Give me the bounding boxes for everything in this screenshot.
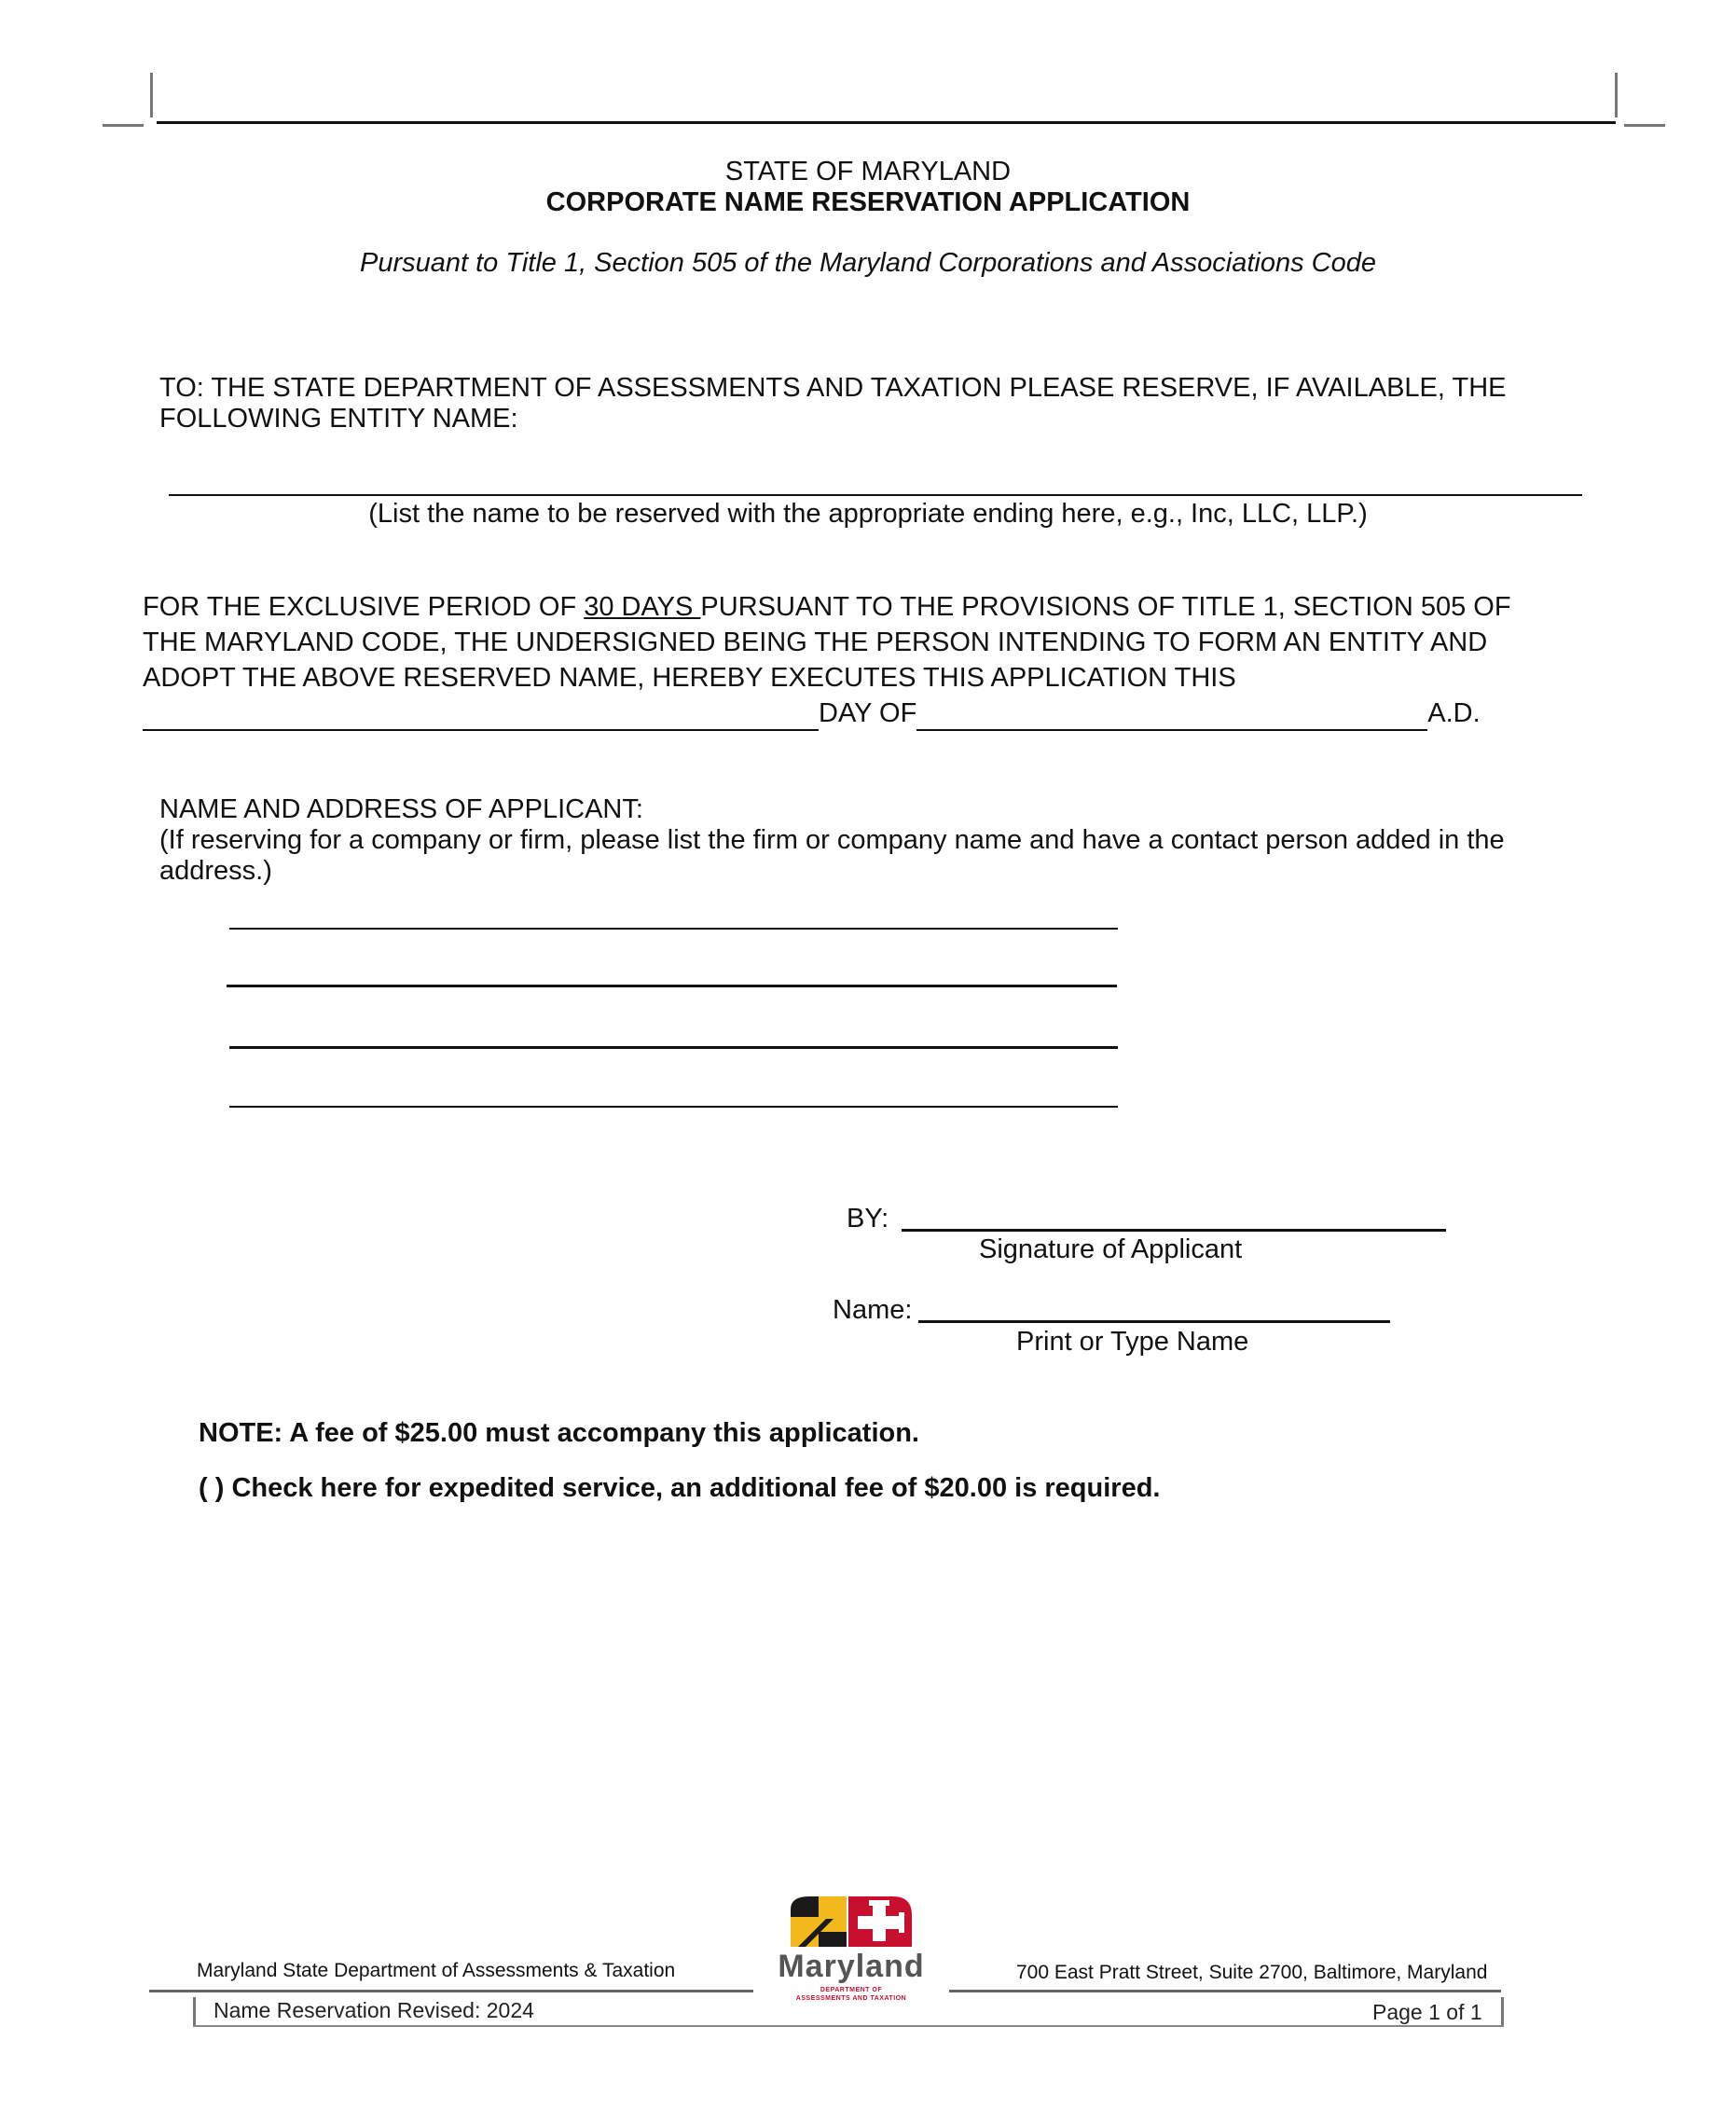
- entity-name-hint: (List the name to be reserved with the appropriate ending here, e.g., Inc, LLC, LLP.): [368, 499, 1368, 529]
- signature-field[interactable]: [902, 1201, 1446, 1232]
- period-line-2: THE MARYLAND CODE, THE UNDERSIGNED BEING THE PERSON INTENDING TO FORM AN ENTITY AND: [143, 627, 1488, 657]
- period-days: 30 DAYS: [584, 592, 701, 622]
- name-label: Name:: [833, 1295, 913, 1325]
- footer-crop-right: [1501, 1997, 1504, 2025]
- printed-name-field[interactable]: [918, 1292, 1390, 1323]
- maryland-sdat-logo: [753, 1891, 949, 2012]
- logo-subtitle-2: ASSESSMENTS AND TAXATION: [795, 1995, 907, 2002]
- ad-label: A.D.: [1427, 698, 1481, 728]
- month-field[interactable]: [916, 701, 1427, 731]
- form-title: CORPORATE NAME RESERVATION APPLICATION: [545, 187, 1191, 217]
- statutory-authority: Pursuant to Title 1, Section 505 of the Maryland Corporations and Associations Code: [359, 248, 1376, 278]
- period-line-4: [143, 696, 1616, 731]
- crop-mark-top-left-v: [150, 73, 153, 117]
- crop-mark-top-left-h: [103, 124, 144, 127]
- fee-note: NOTE: A fee of $25.00 must accompany this application.: [199, 1418, 919, 1448]
- signature-caption: Signature of Applicant: [979, 1234, 1243, 1264]
- expedite-text: Check here for expedited service, an additional fee of $20.00 is required.: [231, 1473, 1161, 1503]
- footer-rule-left: [149, 1990, 753, 1992]
- footer-rule-right: [949, 1990, 1501, 1992]
- footer-address: 700 East Pratt Street, Suite 2700, Baltimore, Maryland: [1016, 1962, 1488, 1983]
- crop-mark-top-right-h: [1624, 124, 1665, 127]
- request-line-1: TO: THE STATE DEPARTMENT OF ASSESSMENTS AND TAXATION PLEASE RESERVE, IF AVAILABLE, THE: [159, 373, 1507, 403]
- maryland-flag-icon: [753, 1891, 949, 1956]
- entity-name-field[interactable]: [169, 464, 1582, 496]
- applicant-section: [159, 794, 1614, 887]
- by-label: BY:: [847, 1204, 889, 1234]
- period-line-3: ADOPT THE ABOVE RESERVED NAME, HEREBY EXECUTES THIS APPLICATION THIS: [143, 663, 1236, 693]
- footer-revision: Name Reservation Revised: 2024: [214, 1998, 534, 2022]
- request-line-2: FOLLOWING ENTITY NAME:: [159, 404, 518, 434]
- address-line-3[interactable]: [229, 1018, 1118, 1049]
- day-field[interactable]: [143, 701, 819, 731]
- logo-wordmark: Maryland: [778, 1949, 925, 1984]
- period-line-1: [143, 589, 1616, 625]
- crop-mark-top-right-v: [1615, 73, 1618, 117]
- address-line-2[interactable]: [227, 957, 1117, 987]
- printed-name-caption: Print or Type Name: [1016, 1327, 1249, 1357]
- applicant-instructions-line-2: address.): [159, 856, 272, 886]
- applicant-instructions-line-1: (If reserving for a company or firm, please list the firm or company name and have a contact person added in the: [159, 825, 1505, 855]
- state-heading: STATE OF MARYLAND: [724, 157, 1012, 186]
- footer-agency: Maryland State Department of Assessments & Taxation: [197, 1960, 676, 1981]
- expedite-option[interactable]: [199, 1472, 1160, 1504]
- period-line1-rest: PURSUANT TO THE PROVISIONS OF TITLE 1, SECTION 505 OF: [700, 592, 1511, 622]
- footer-base-rule: [193, 2025, 1504, 2027]
- footer-crop-left: [193, 1997, 196, 2025]
- reservation-period-statement: [143, 589, 1616, 731]
- address-line-1[interactable]: [229, 900, 1118, 930]
- expedite-checkbox[interactable]: ( ): [199, 1473, 225, 1503]
- header-rule: [157, 121, 1616, 124]
- logo-subtitle-1: DEPARTMENT OF: [820, 1987, 883, 1993]
- day-of-label: DAY OF: [819, 698, 917, 728]
- reservation-request: [159, 373, 1614, 434]
- address-line-4[interactable]: [229, 1078, 1118, 1108]
- footer-page-number: Page 1 of 1: [1372, 2000, 1482, 2024]
- applicant-heading: NAME AND ADDRESS OF APPLICANT:: [159, 794, 643, 824]
- period-prefix: FOR THE EXCLUSIVE PERIOD OF: [143, 592, 585, 622]
